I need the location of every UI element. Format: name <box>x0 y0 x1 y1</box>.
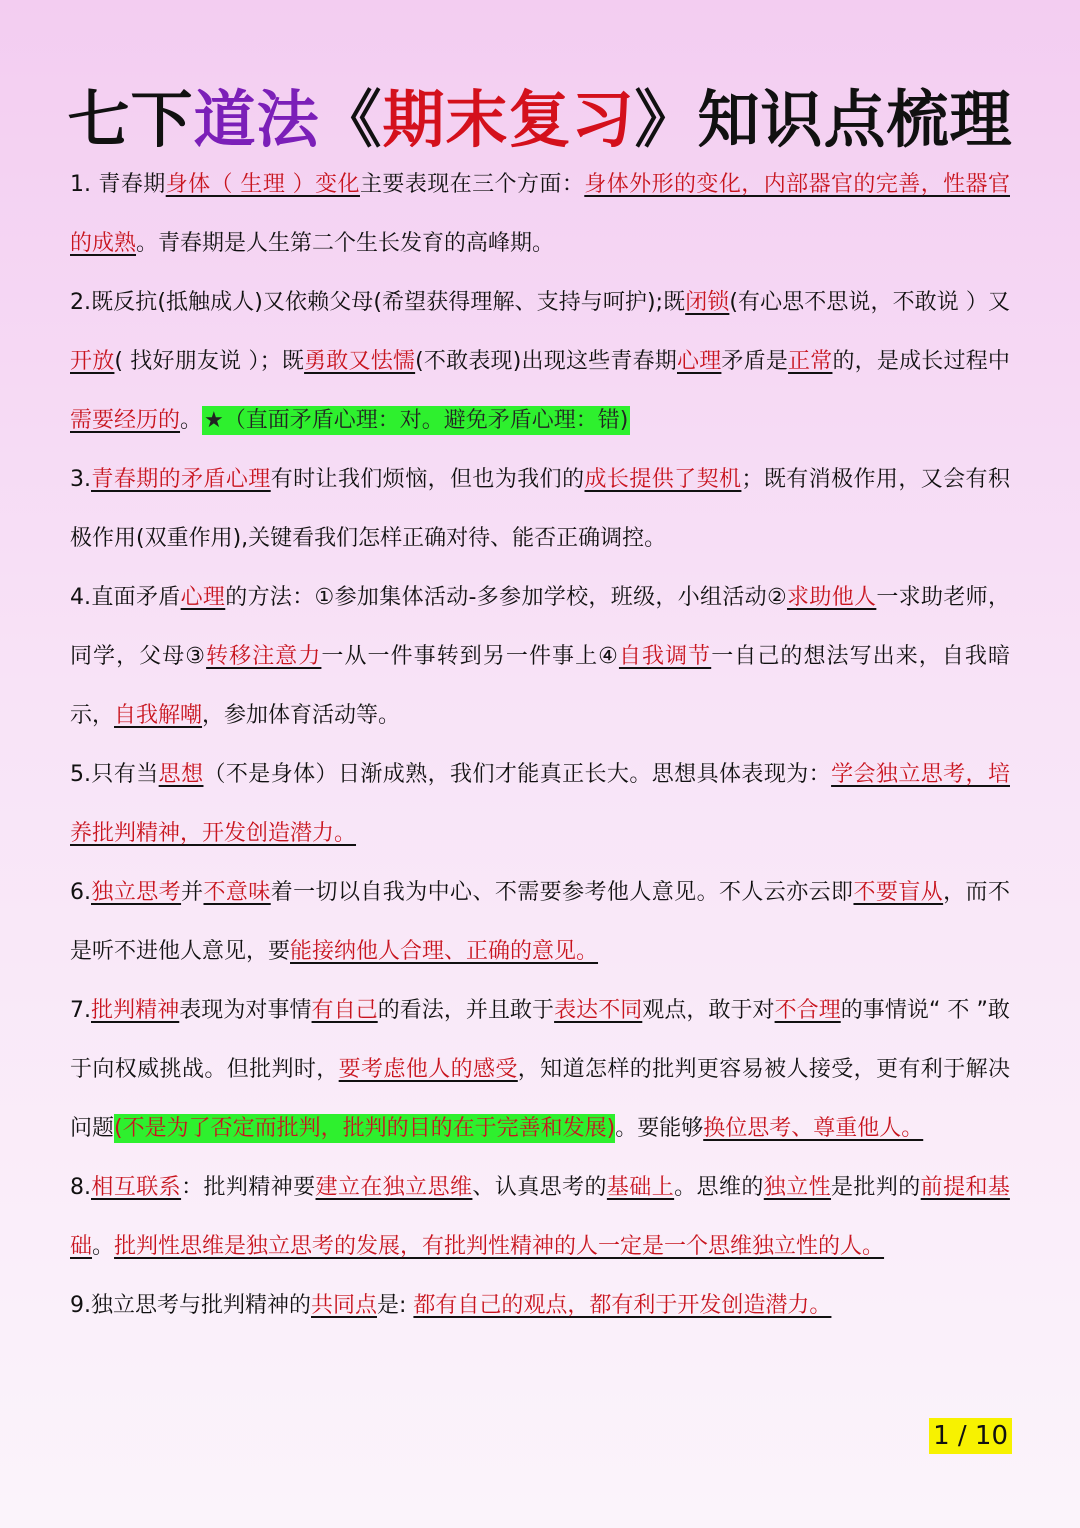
body-text: ，参加体育活动等。 <box>202 703 401 728</box>
body-text: 并 <box>181 880 204 905</box>
keyword-underlined: 有自己 <box>311 998 378 1023</box>
body-text: 观点，敢于对 <box>642 998 775 1023</box>
keyword-underlined: 身体（ 生理 ）变化 <box>165 172 360 197</box>
keyword-underlined: 不合理 <box>774 998 841 1023</box>
knowledge-point-9 <box>70 1276 1010 1335</box>
keyword-underlined: 勇敢又怯懦 <box>304 349 416 374</box>
body-text: ( 找好朋友说 ）；既 <box>114 349 305 374</box>
body-text: 、认真思考的 <box>472 1175 607 1200</box>
knowledge-point-1 <box>70 155 1010 273</box>
title-bracket-open: 《 <box>319 83 383 156</box>
page-title <box>0 78 1080 162</box>
keyword-underlined: 共同点 <box>311 1293 378 1318</box>
body-text: 主要表现在三个方面： <box>359 172 585 197</box>
keyword-underlined: 换位思考、尊重他人。 <box>703 1116 924 1141</box>
highlighted-note: (不是为了否定而批判，批判的目的在于完善和发展) <box>114 1116 616 1141</box>
body-text: 9.独立思考与批判精神的 <box>70 1293 311 1318</box>
body-text: 一自己的想法写出来，自我暗示， <box>70 644 1010 728</box>
keyword-underlined: 批判性思维是独立思考的发展，有批判性精神的人一定是一个思维独立性的人。 <box>114 1234 885 1259</box>
body-text: 一求助老师，同学，父母③ <box>70 585 1010 669</box>
knowledge-point-3 <box>70 450 1010 568</box>
keyword-underlined: 自我解嘲 <box>114 703 203 728</box>
keyword-underlined: 能接纳他人合理、正确的意见。 <box>290 939 599 964</box>
title-part-exam: 期末复习 <box>382 83 635 156</box>
keyword-underlined: 正常 <box>788 349 833 374</box>
knowledge-point-7 <box>70 981 1010 1158</box>
body-text: 。青春期是人生第二个生长发育的高峰期。 <box>136 231 555 256</box>
keyword-underlined: 思想 <box>158 762 204 787</box>
keyword-underlined: 独立性 <box>763 1175 832 1200</box>
body-text: (不敢表现)出现这些青春期 <box>415 349 677 374</box>
keyword-underlined: 心理 <box>180 585 226 610</box>
knowledge-point-2 <box>70 273 1010 450</box>
knowledge-point-6 <box>70 863 1010 981</box>
title-part-subject: 道法 <box>193 83 320 156</box>
body-text: 的，是成长过程中 <box>832 349 1010 374</box>
keyword-underlined: 基础上 <box>606 1175 675 1200</box>
body-text: 。 <box>180 408 203 433</box>
keyword-underlined: 前提和基础 <box>70 1175 1010 1259</box>
keyword-underlined: 心理 <box>677 349 722 374</box>
body-text: 有时让我们烦恼，但也为我们的 <box>270 467 585 492</box>
body-text: 1. 青春期 <box>70 172 166 197</box>
body-text: 的方法：①参加集体活动-多参加学校，班级，小组活动② <box>225 585 788 610</box>
keyword-underlined: 成长提供了契机 <box>584 467 742 492</box>
keyword-underlined: 批判精神 <box>91 998 180 1023</box>
body-text: 一从一件事转到另一件事上④ <box>321 644 619 669</box>
title-bracket-close: 》 <box>634 83 698 156</box>
keyword-underlined: 要考虑他人的感受 <box>338 1057 518 1082</box>
keyword-underlined: 建立在独立思维 <box>315 1175 473 1200</box>
body-text: 。要能够 <box>615 1116 704 1141</box>
knowledge-list <box>70 155 1010 1335</box>
body-text: 是: <box>377 1293 414 1318</box>
keyword-underlined: 闭锁 <box>685 290 730 315</box>
keyword-underlined: 转移注意力 <box>206 644 322 669</box>
keyword-underlined: 不要盲从 <box>853 880 944 905</box>
body-text: 3. <box>70 467 91 492</box>
keyword-underlined: 身体外形的变化，内部器官的完善，性器官的成熟 <box>70 172 1010 256</box>
body-text: 4.直面矛盾 <box>70 585 181 610</box>
keyword-underlined: 自我调节 <box>618 644 712 669</box>
body-text: 2.既反抗(抵触成人)又依赖父母(希望获得理解、支持与呵护);既 <box>70 290 686 315</box>
body-text: 矛盾是 <box>721 349 789 374</box>
body-text: 5.只有当 <box>70 762 159 787</box>
knowledge-point-5 <box>70 745 1010 863</box>
page-indicator: 1 / 10 <box>929 1418 1012 1454</box>
body-text: ：批判精神要 <box>181 1175 316 1200</box>
keyword-underlined: 相互联系 <box>91 1175 182 1200</box>
title-part-grade: 七下 <box>67 83 194 156</box>
knowledge-point-8 <box>70 1158 1010 1276</box>
keyword-underlined: 独立思考 <box>91 880 182 905</box>
body-text: ，知道怎样的批判更容易被人接受，更有利于解决问题 <box>70 1057 1010 1141</box>
body-text: 表现为对事情 <box>179 998 312 1023</box>
body-text: 8. <box>70 1175 91 1200</box>
body-text: ，而不是听不进他人意见，要 <box>70 880 1010 964</box>
keyword-underlined: 需要经历的 <box>70 408 181 433</box>
keyword-underlined: 都有自己的观点，都有利于开发创造潜力。 <box>413 1293 832 1318</box>
star-highlight-note: ★（直面矛盾心理：对。避免矛盾心理：错) <box>204 408 629 433</box>
keyword-underlined: 开放 <box>70 349 115 374</box>
keyword-underlined: 表达不同 <box>554 998 643 1023</box>
body-text: 的事情说“ 不 ”敢于向权威挑战。但批判时， <box>70 998 1010 1082</box>
knowledge-point-4 <box>70 568 1010 745</box>
body-text: 着一切以自我为中心、不需要参考他人意见。不人云亦云即 <box>270 880 854 905</box>
keyword-underlined: 求助他人 <box>787 585 877 610</box>
body-text: 是批判的 <box>831 1175 921 1200</box>
keyword-underlined: 学会独立思考，培养批判精神，开发创造潜力。 <box>70 762 1010 846</box>
body-text: (有心思不思说，不敢说 ）又 <box>729 290 1010 315</box>
keyword-underlined: 青春期的矛盾心理 <box>91 467 271 492</box>
body-text: 。 <box>92 1234 115 1259</box>
body-text: （不是身体）日渐成熟，我们才能真正长大。思想具体表现为： <box>203 762 832 787</box>
body-text: 7. <box>70 998 91 1023</box>
body-text: ；既有消极作用，又会有积极作用(双重作用),关键看我们怎样正确对待、能否正确调控。 <box>70 467 1010 551</box>
title-part-topic: 知识点梳理 <box>697 83 1013 156</box>
body-text: 。思维的 <box>674 1175 764 1200</box>
body-text: 的看法，并且敢于 <box>377 998 555 1023</box>
body-text: 6. <box>70 880 91 905</box>
keyword-underlined: 不意味 <box>203 880 271 905</box>
